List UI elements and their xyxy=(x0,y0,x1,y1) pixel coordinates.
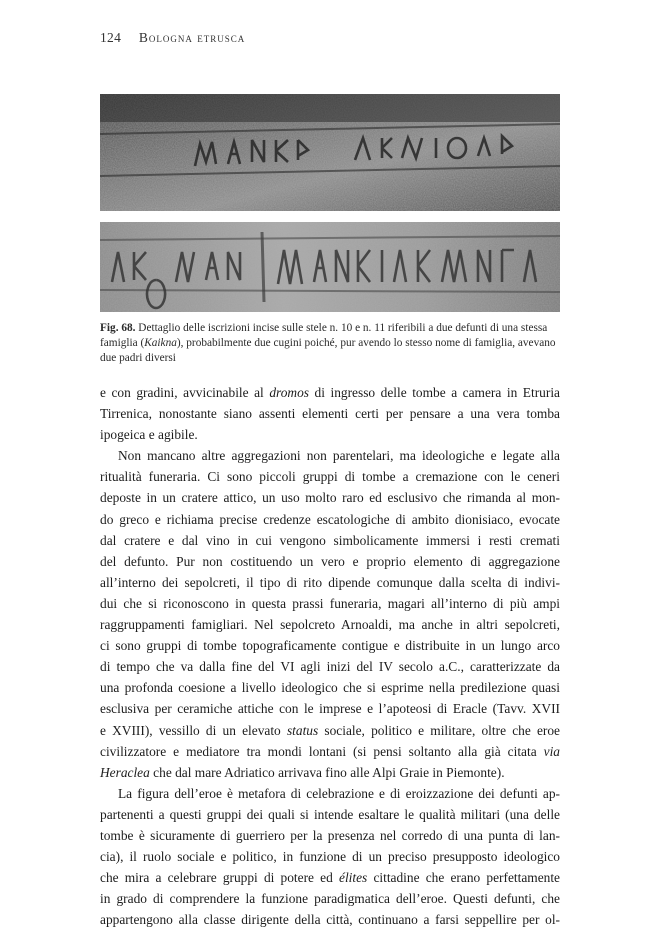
body-text xyxy=(100,382,560,930)
figure-caption xyxy=(100,321,560,366)
text-line: in grado di comprendere la funzione paradigmatica dell’eroe. Questi defunti, che xyxy=(100,891,560,907)
caption-text: ), probabilmente due cugini poiché, pur avendo lo stesso nome di famiglia, avevano due padri diversi xyxy=(100,337,556,364)
running-header xyxy=(100,30,560,46)
text-line: partenenti a questi gruppi dei quali si intende esaltare le qualità militari (una delle xyxy=(100,806,560,822)
figure-photograph xyxy=(100,94,560,312)
text-line: Non mancano altre aggregazioni non parentelari, ma ideologiche e legate alla xyxy=(118,448,560,464)
figure-label: Fig. 68. xyxy=(100,322,136,334)
stele-inscription-top xyxy=(100,94,560,211)
text-line: civilizzatore e mediatore tra mondi lontani (si pensi soltanto alla già citata via xyxy=(100,743,560,759)
stele-inscription-bottom xyxy=(100,222,560,312)
text-line: raggruppamenti famigliari. Nel sepolcreto Arnoaldi, ma anche in altri sepolcreti, xyxy=(100,617,560,633)
text-line: cia), il ruolo sociale e politico, in funzione di un preciso presupposto ideologico xyxy=(100,849,560,865)
text-line: all’interno dei sepolcreti, il tipo di rito dipende comunque dalla scelta di indivi- xyxy=(100,574,560,590)
text-line: e XVIII), vessillo di un elevato status sociale, politico e militare, oltre che eroe xyxy=(100,722,560,738)
text-line: appartengono alla classe dirigente della città, continuano a farsi seppellire per ol- xyxy=(100,912,560,928)
text-line: tombe è sicuramente di guerriero per la presenza nel corredo di una punta di lan- xyxy=(100,827,560,843)
running-title: Bologna etrusca xyxy=(138,30,246,45)
caption-text: Dettaglio delle iscrizioni incise sulle stele n. 10 e n. 11 riferibili a due defunti di una stessa famiglia ( xyxy=(100,322,548,349)
text-line: Heraclea che dal mare Adriatico arrivava fino alle Alpi Graie in Piemonte). xyxy=(100,764,505,780)
text-line: deposte in un cratere attico, un uso molto raro ed esclusivo che rimanda al mon- xyxy=(100,490,560,506)
text-line: La figura dell’eroe è metafora di celebrazione e di eroizzazione dei defunti ap- xyxy=(118,785,560,801)
text-line: ritualità funeraria. Ci sono piccoli gruppi di tombe a cremazione con le ceneri xyxy=(100,469,560,485)
text-line: e con gradini, avvicinabile al dromos di ingresso delle tombe a camera in Etruria xyxy=(100,385,560,400)
text-line: una profonda coesione a livello ideologico che si esprime nella predilezione quasi xyxy=(100,680,560,696)
text-line: Tirrenica, nonostante siano assenti elementi certi per pensare a una vera tomba xyxy=(100,406,560,422)
text-line: ci sono gruppi di tombe topograficamente contigue e distribuite in un lungo arco xyxy=(100,638,560,654)
caption-italic: Kaikna xyxy=(144,337,177,349)
text-line: di tempo che va dalla fine del VI agli inizi del IV secolo a.C., caratterizzate da xyxy=(100,659,560,675)
text-line: dui che si riconoscono in questa prassi funeraria, magari all’interno di più ampi xyxy=(100,595,560,611)
text-line: del defunto. Pur non costituendo un vero e proprio elemento di aggregazione xyxy=(100,553,560,569)
text-line: che mira a celebrare gruppi di potere ed élites cittadine che erano perfettamente xyxy=(100,870,560,886)
text-line: do greco e richiama precise credenze escatologiche di ambito dionisiaco, evocate xyxy=(100,511,560,527)
text-line: esclusiva per ceramiche attiche con le imprese e l’apoteosi di Eracle (Tavv. XVII xyxy=(100,701,560,717)
text-line: ipogeica e agibile. xyxy=(100,427,198,443)
page-number: 124 xyxy=(100,30,122,45)
text-line: dal cratere e dal vino in cui vengono simbolicamente immersi i resti cremati xyxy=(100,532,560,548)
